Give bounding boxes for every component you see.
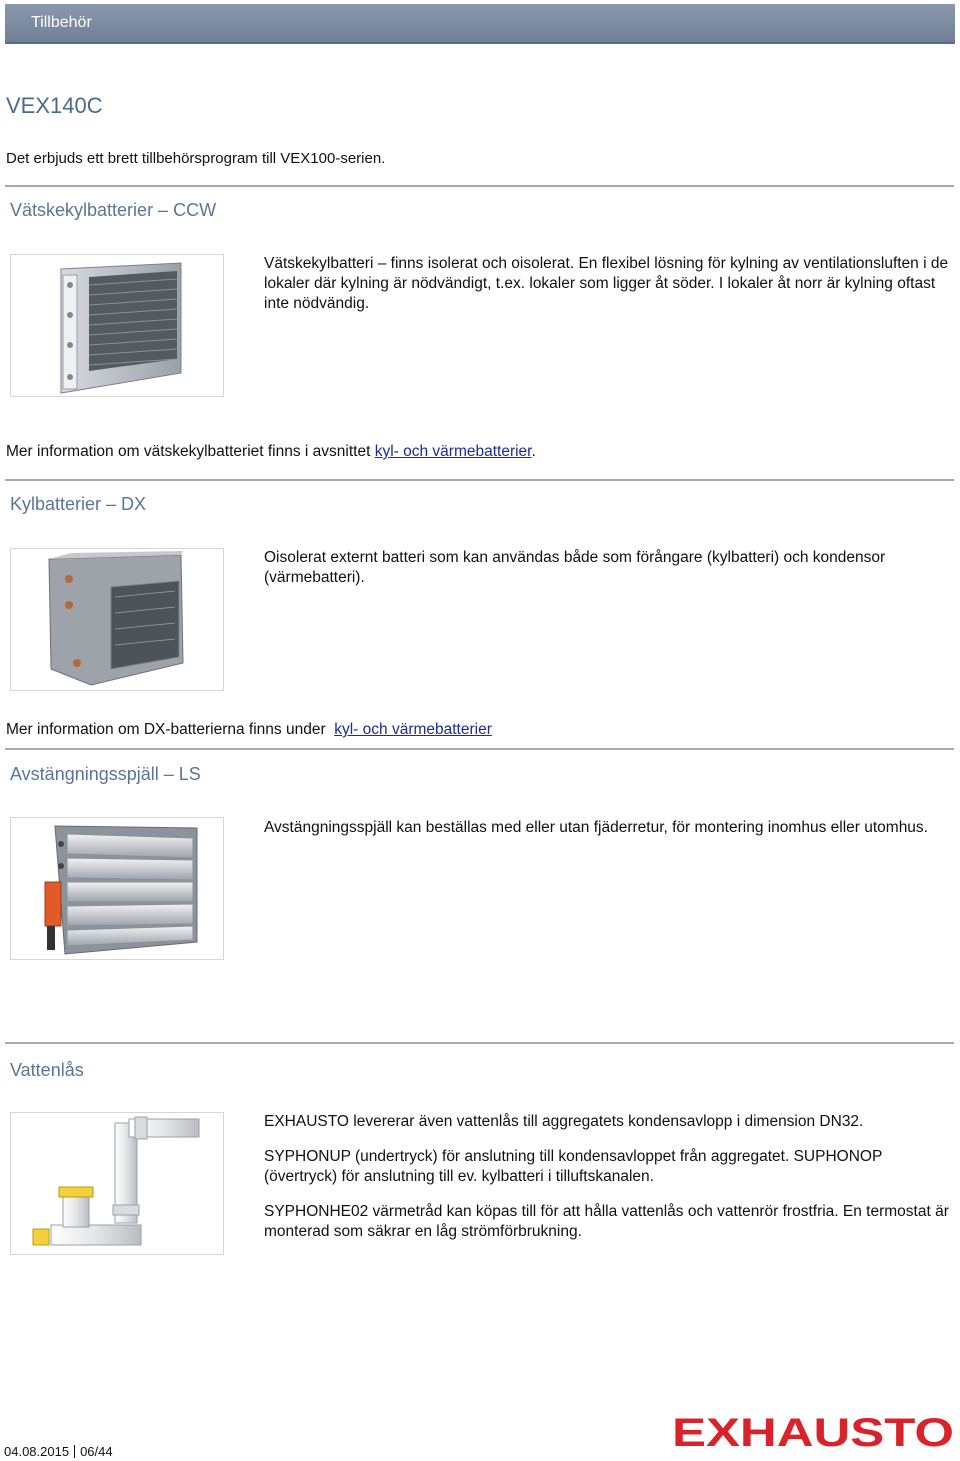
section-title-dx: Kylbatterier – DX (10, 494, 147, 514)
vattenlas-paragraph-2: SYPHONUP (undertryck) för anslutning till kondensavloppet från aggregatet. SUPHONOP (övertryck) för anslutning till ev. kylbatteri i tilluftskanalen. (264, 1148, 883, 1185)
footer-separator (74, 1445, 75, 1458)
ccw-more-info-suffix: . (531, 443, 536, 460)
dx-more-info-text: Mer information om DX-batterierna finns under (6, 721, 335, 738)
vattenlas-paragraph-3: SYPHONHE02 värmetråd kan köpas till för att hålla vattenlås och vattenrör frostfria. En termostat är monterad som säkrar en låg strömförbrukning. (264, 1203, 949, 1240)
section-divider (5, 1042, 954, 1044)
section-divider (5, 748, 954, 750)
dx-description-text: Oisolerat externt batteri som kan användas både som förångare (kylbatteri) och kondensor (värmebatteri). (264, 549, 886, 586)
header-title: Tillbehör (31, 14, 92, 31)
ccw-more-info-text: Mer information om vätskekylbatteriet finns i avsnittet (6, 443, 375, 460)
dx-coil-image (10, 548, 224, 691)
ccw-description (264, 254, 950, 329)
vattenlas-image (10, 1112, 224, 1255)
ccw-description-text: Vätskekylbatteri – finns isolerat och oisolerat. En flexibel lösning för kylning av ventilationsluften i de lokaler där kylning är nödvändigt, t.ex. lokaler som ligger åt söder. I lokaler åt norr är kylning oftast inte nödvändig. (264, 255, 949, 312)
ls-description-text: Avstängningsspjäll kan beställas med eller utan fjäderretur, för montering inomhus eller utomhus. (264, 819, 928, 836)
ccw-more-info (6, 443, 536, 461)
ccw-more-info-link[interactable]: kyl- och värmebatterier (374, 443, 532, 460)
footer-page-info (4, 1444, 113, 1459)
section-title-ccw: Vätskekylbatterier – CCW (10, 200, 217, 220)
dx-more-info-link[interactable]: kyl- och värmebatterier (334, 721, 492, 738)
vattenlas-description (264, 1112, 950, 1257)
exhausto-logo-text: EXHAUSTO (672, 1412, 954, 1452)
header-bar (5, 4, 955, 44)
section-divider (5, 185, 954, 187)
section-title-vattenlas: Vattenlås (10, 1060, 84, 1080)
intro-text: Det erbjuds ett brett tillbehörsprogram till VEX100-serien. (6, 150, 386, 167)
ccw-coil-image (10, 254, 224, 397)
ls-damper-image (10, 817, 224, 960)
section-divider (5, 479, 954, 481)
footer-date: 04.08.2015 (4, 1444, 70, 1459)
section-title-ls: Avstängningsspjäll – LS (10, 764, 201, 784)
dx-description (264, 548, 950, 603)
exhausto-logo (672, 1412, 956, 1452)
vattenlas-paragraph-1: EXHAUSTO levererar även vattenlås till aggregatets kondensavlopp i dimension DN32. (264, 1113, 864, 1130)
page-title: VEX140C (6, 93, 103, 118)
footer-page-number: 06/44 (80, 1444, 113, 1459)
ls-description (264, 818, 950, 853)
dx-more-info (6, 721, 492, 739)
